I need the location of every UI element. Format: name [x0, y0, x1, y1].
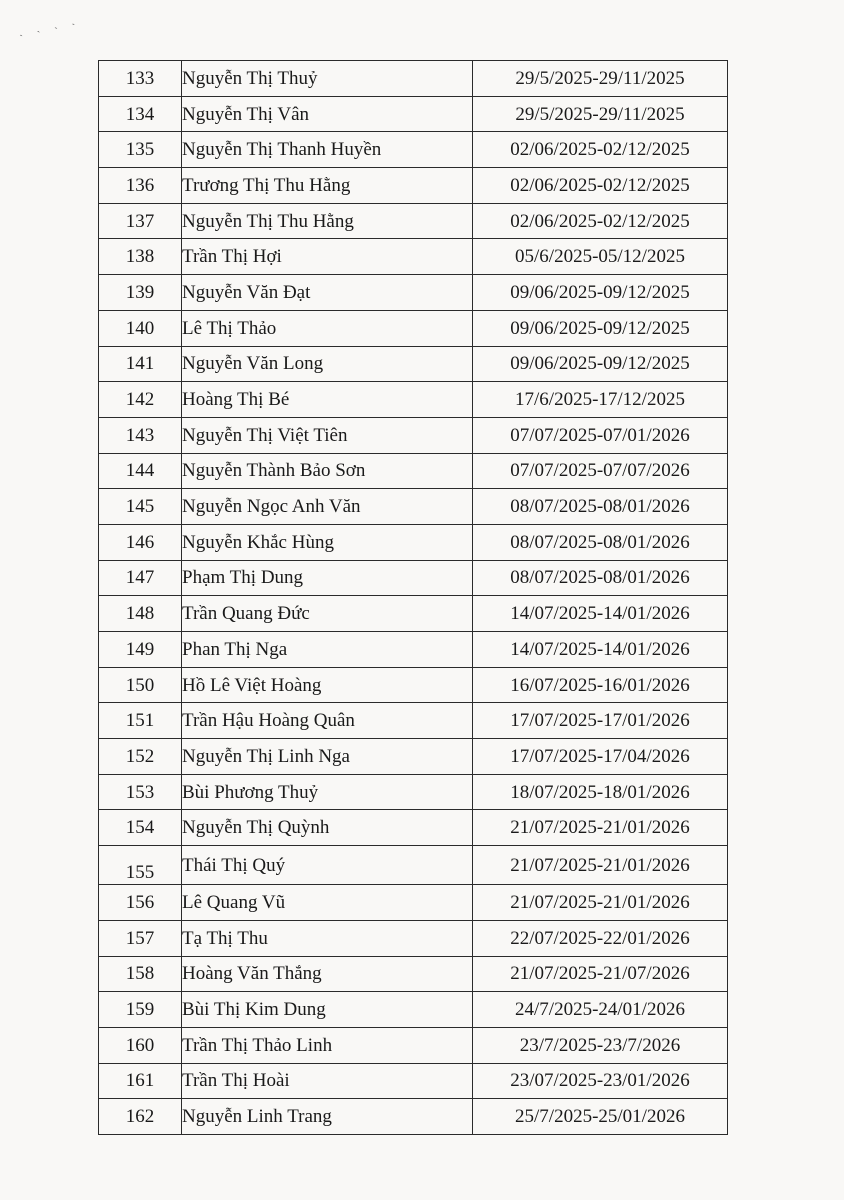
table-row	[99, 739, 728, 775]
date-range: 21/07/2025-21/01/2026	[473, 810, 728, 846]
date-range: 05/6/2025-05/12/2025	[473, 239, 728, 275]
date-range: 17/6/2025-17/12/2025	[473, 382, 728, 418]
date-range: 25/7/2025-25/01/2026	[473, 1099, 728, 1135]
person-name: Nguyễn Thị Quỳnh	[182, 810, 473, 846]
table-row	[99, 885, 728, 921]
table-row	[99, 168, 728, 204]
person-name: Nguyễn Thị Việt Tiên	[182, 417, 473, 453]
date-range: 08/07/2025-08/01/2026	[473, 524, 728, 560]
row-number: 148	[99, 596, 182, 632]
person-name: Nguyễn Văn Long	[182, 346, 473, 382]
row-number: 137	[99, 203, 182, 239]
person-name: Trần Thị Hoài	[182, 1063, 473, 1099]
row-number: 156	[99, 885, 182, 921]
date-range: 02/06/2025-02/12/2025	[473, 168, 728, 204]
person-name: Thái Thị Quý	[182, 846, 473, 885]
person-name: Nguyễn Thị Linh Nga	[182, 739, 473, 775]
row-number: 140	[99, 310, 182, 346]
table-row	[99, 275, 728, 311]
table-row	[99, 846, 728, 885]
row-number: 139	[99, 275, 182, 311]
date-range: 09/06/2025-09/12/2025	[473, 310, 728, 346]
date-range: 14/07/2025-14/01/2026	[473, 596, 728, 632]
table-row	[99, 346, 728, 382]
table-row	[99, 1099, 728, 1135]
person-name: Bùi Phương Thuỷ	[182, 774, 473, 810]
table-row	[99, 382, 728, 418]
row-number: 153	[99, 774, 182, 810]
table-row	[99, 453, 728, 489]
person-name: Trần Thị Hợi	[182, 239, 473, 275]
row-number: 138	[99, 239, 182, 275]
date-range: 22/07/2025-22/01/2026	[473, 920, 728, 956]
row-number: 151	[99, 703, 182, 739]
table-row	[99, 920, 728, 956]
date-range: 23/7/2025-23/7/2026	[473, 1027, 728, 1063]
person-name: Nguyễn Thị Thanh Huyền	[182, 132, 473, 168]
person-name: Lê Quang Vũ	[182, 885, 473, 921]
table-row	[99, 524, 728, 560]
row-number: 154	[99, 810, 182, 846]
table-row	[99, 132, 728, 168]
date-range: 14/07/2025-14/01/2026	[473, 632, 728, 668]
person-name: Nguyễn Khắc Hùng	[182, 524, 473, 560]
person-name: Nguyễn Thành Bảo Sơn	[182, 453, 473, 489]
person-name: Trương Thị Thu Hằng	[182, 168, 473, 204]
table-row	[99, 1027, 728, 1063]
row-number: 157	[99, 920, 182, 956]
table-row	[99, 61, 728, 97]
row-number: 142	[99, 382, 182, 418]
table-row	[99, 417, 728, 453]
date-range: 23/07/2025-23/01/2026	[473, 1063, 728, 1099]
date-range: 21/07/2025-21/07/2026	[473, 956, 728, 992]
row-number: 133	[99, 61, 182, 97]
row-number: 136	[99, 168, 182, 204]
roster-table-body	[99, 61, 728, 1135]
date-range: 08/07/2025-08/01/2026	[473, 489, 728, 525]
date-range: 07/07/2025-07/07/2026	[473, 453, 728, 489]
person-name: Hoàng Văn Thắng	[182, 956, 473, 992]
scan-marks: ˏ ˎ ˏ ˏ	[17, 13, 82, 38]
row-number: 158	[99, 956, 182, 992]
date-range: 29/5/2025-29/11/2025	[473, 61, 728, 97]
date-range: 09/06/2025-09/12/2025	[473, 275, 728, 311]
table-row	[99, 956, 728, 992]
date-range: 21/07/2025-21/01/2026	[473, 846, 728, 885]
date-range: 02/06/2025-02/12/2025	[473, 203, 728, 239]
date-range: 17/07/2025-17/04/2026	[473, 739, 728, 775]
person-name: Tạ Thị Thu	[182, 920, 473, 956]
table-row	[99, 667, 728, 703]
date-range: 29/5/2025-29/11/2025	[473, 96, 728, 132]
person-name: Nguyễn Thị Vân	[182, 96, 473, 132]
person-name: Trần Hậu Hoàng Quân	[182, 703, 473, 739]
row-number: 147	[99, 560, 182, 596]
table-row	[99, 632, 728, 668]
person-name: Phạm Thị Dung	[182, 560, 473, 596]
person-name: Trần Quang Đức	[182, 596, 473, 632]
date-range: 09/06/2025-09/12/2025	[473, 346, 728, 382]
row-number: 160	[99, 1027, 182, 1063]
date-range: 16/07/2025-16/01/2026	[473, 667, 728, 703]
table-row	[99, 1063, 728, 1099]
person-name: Phan Thị Nga	[182, 632, 473, 668]
person-name: Lê Thị Thảo	[182, 310, 473, 346]
row-number: 159	[99, 992, 182, 1028]
person-name: Nguyễn Thị Thu Hằng	[182, 203, 473, 239]
person-name: Nguyễn Ngọc Anh Văn	[182, 489, 473, 525]
date-range: 24/7/2025-24/01/2026	[473, 992, 728, 1028]
roster-table	[98, 60, 728, 1135]
row-number: 141	[99, 346, 182, 382]
row-number: 149	[99, 632, 182, 668]
row-number: 162	[99, 1099, 182, 1135]
date-range: 21/07/2025-21/01/2026	[473, 885, 728, 921]
table-row	[99, 203, 728, 239]
person-name: Nguyễn Linh Trang	[182, 1099, 473, 1135]
row-number: 145	[99, 489, 182, 525]
row-number: 155	[99, 846, 182, 885]
row-number: 134	[99, 96, 182, 132]
person-name: Hoàng Thị Bé	[182, 382, 473, 418]
row-number: 150	[99, 667, 182, 703]
row-number: 135	[99, 132, 182, 168]
table-row	[99, 703, 728, 739]
row-number: 161	[99, 1063, 182, 1099]
date-range: 17/07/2025-17/01/2026	[473, 703, 728, 739]
table-row	[99, 774, 728, 810]
person-name: Nguyễn Văn Đạt	[182, 275, 473, 311]
person-name: Bùi Thị Kim Dung	[182, 992, 473, 1028]
table-row	[99, 310, 728, 346]
row-number: 144	[99, 453, 182, 489]
row-number: 152	[99, 739, 182, 775]
date-range: 08/07/2025-08/01/2026	[473, 560, 728, 596]
table-row	[99, 489, 728, 525]
table-row	[99, 96, 728, 132]
person-name: Nguyễn Thị Thuỷ	[182, 61, 473, 97]
table-row	[99, 596, 728, 632]
table-row	[99, 810, 728, 846]
date-range: 02/06/2025-02/12/2025	[473, 132, 728, 168]
row-number: 146	[99, 524, 182, 560]
person-name: Hồ Lê Việt Hoàng	[182, 667, 473, 703]
date-range: 07/07/2025-07/01/2026	[473, 417, 728, 453]
row-number: 143	[99, 417, 182, 453]
table-row	[99, 239, 728, 275]
date-range: 18/07/2025-18/01/2026	[473, 774, 728, 810]
table-row	[99, 992, 728, 1028]
person-name: Trần Thị Thảo Linh	[182, 1027, 473, 1063]
table-row	[99, 560, 728, 596]
